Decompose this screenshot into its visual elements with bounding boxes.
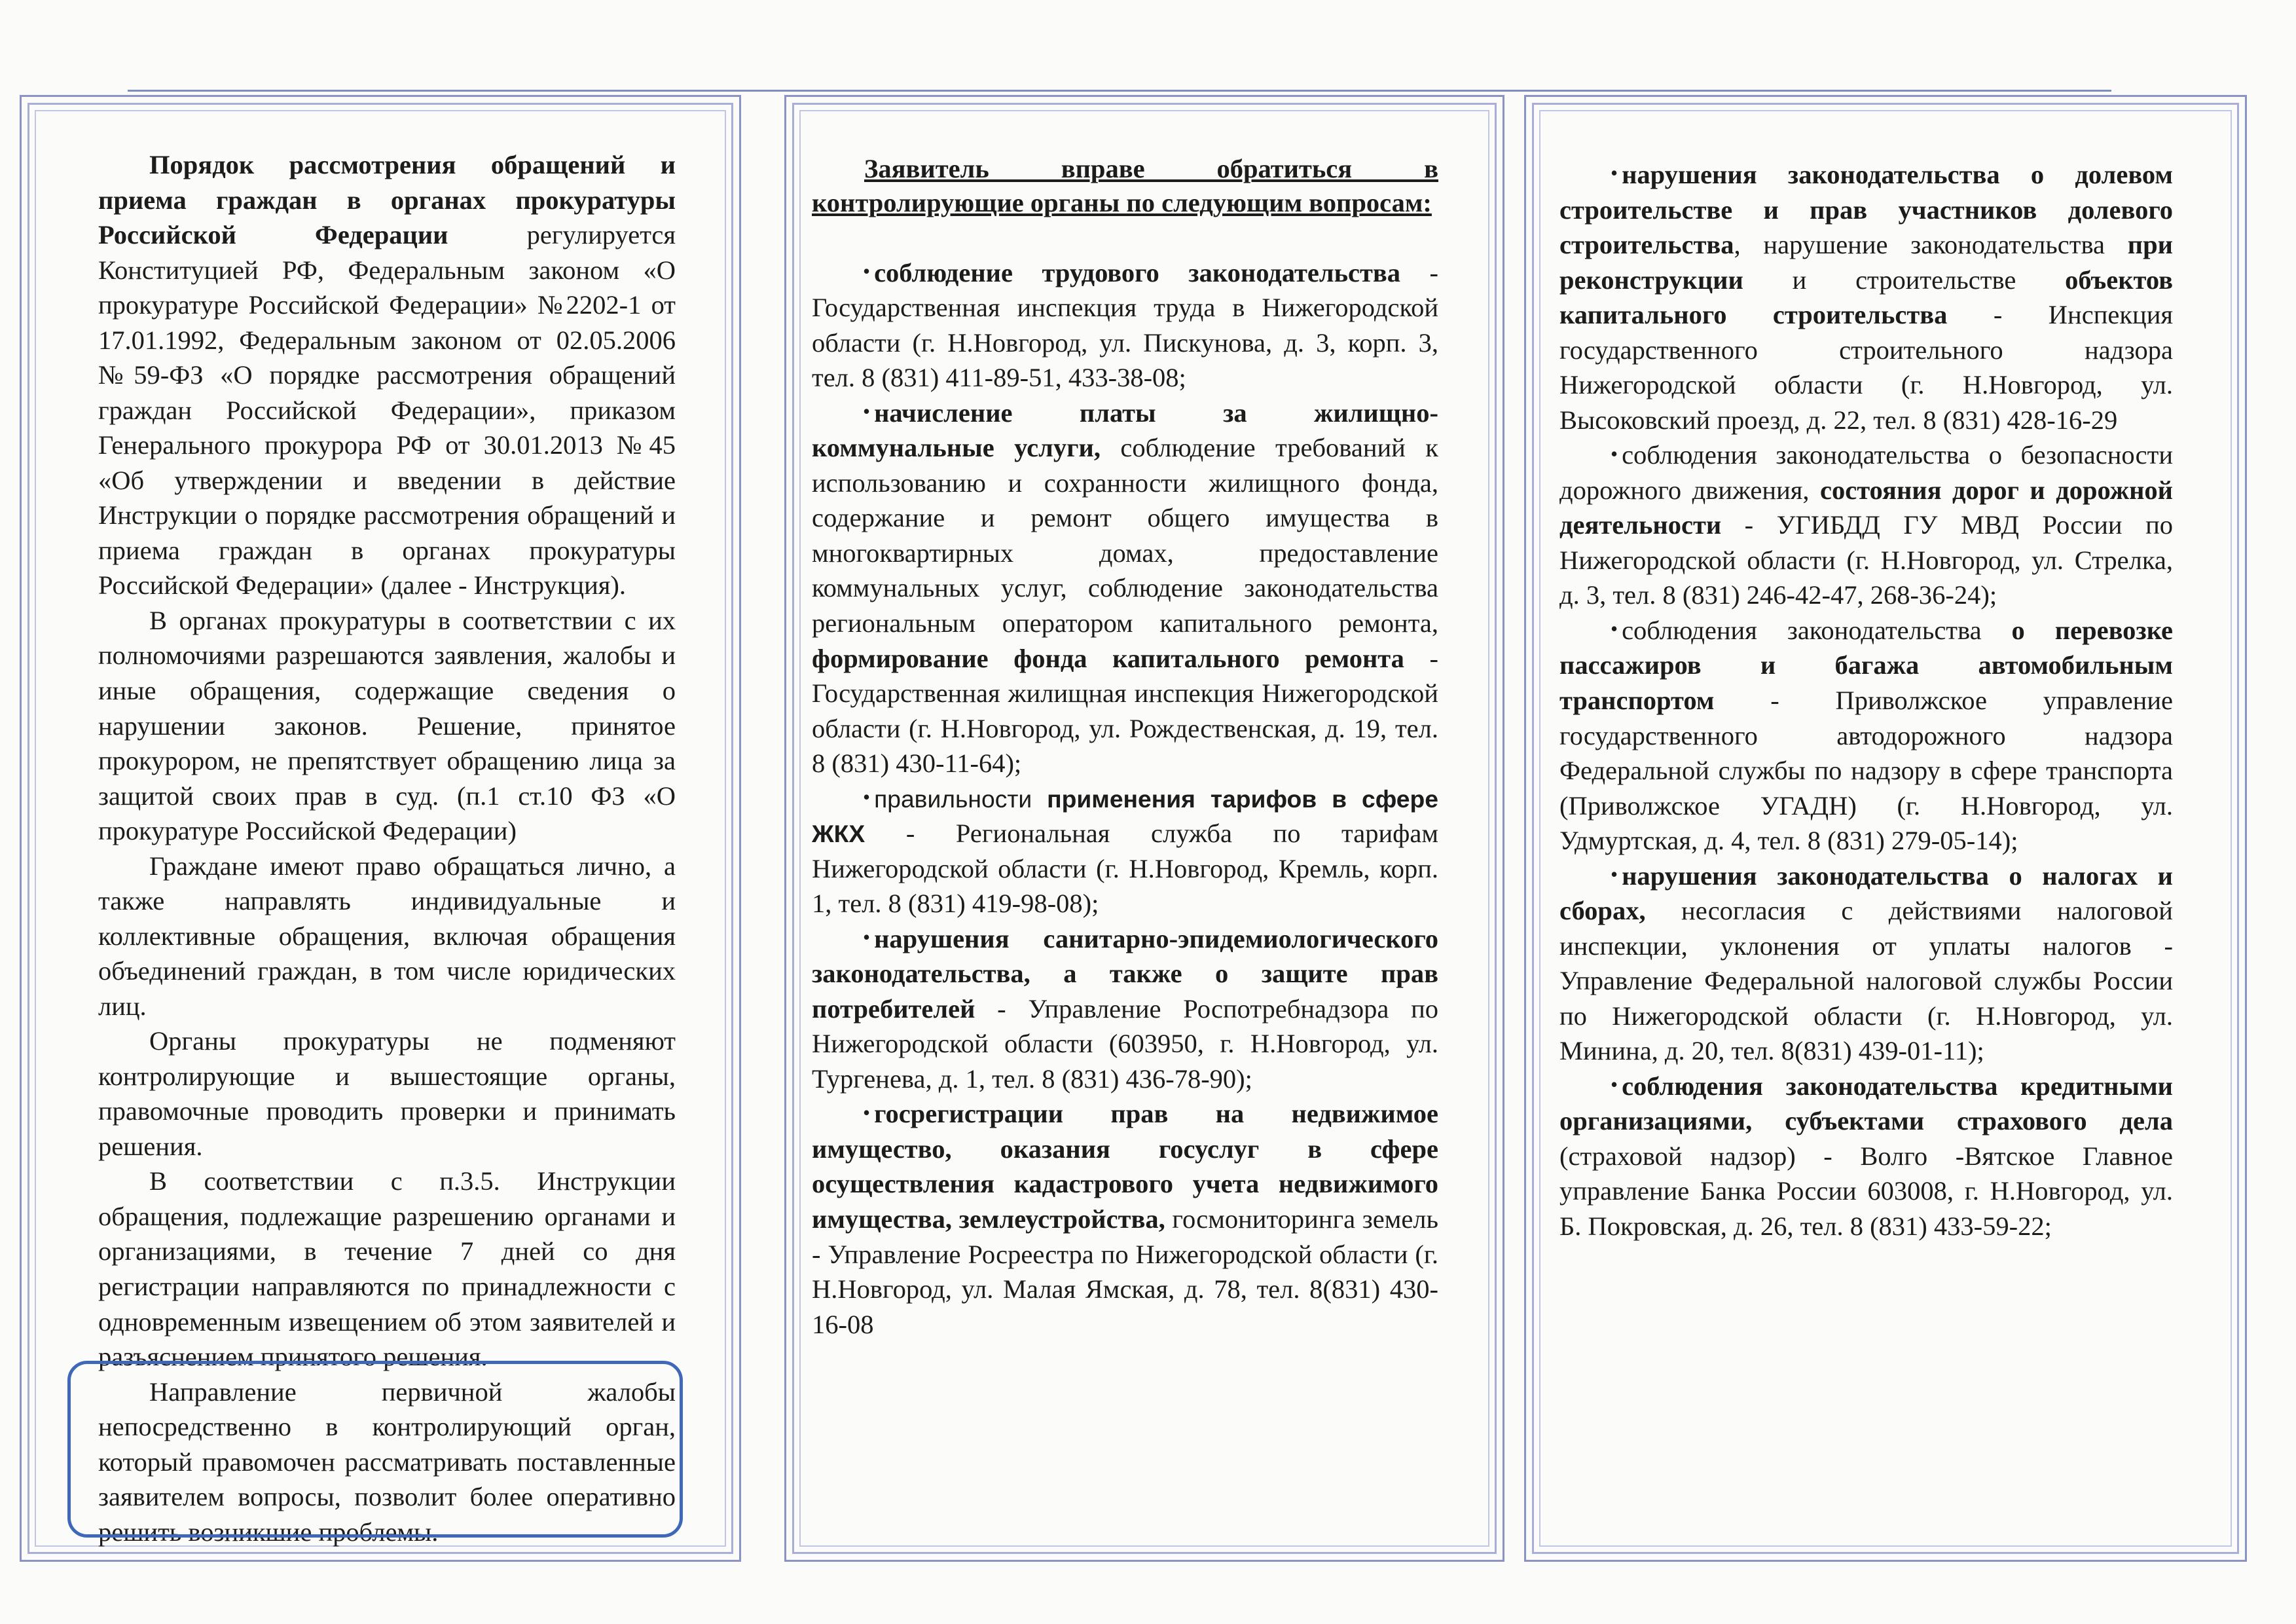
item-bold: госрегистрации прав на недвижимое имущество, оказания госуслуг в сфере осуществления кадастрового учета недвижимого имущества, землеустройства, [812, 1099, 1438, 1234]
paragraph-powers: В органах прокуратуры в соответствии с их полномочиями разрешаются заявления, жалобы и иные обращения, содержащие сведения о нарушении законов. Решение, принятое прокурором, не препятствует обращению лица за защитой своих прав в суд. (п.1 ст.10 ФЗ «О прокуратуре Российской Федерации) [98, 605, 676, 846]
list-item [1559, 157, 2173, 437]
intro-bold: Порядок рассмотрения обращений и приема граждан в органах прокуратуры Российской Федерации [98, 150, 676, 250]
list-item [812, 781, 1438, 921]
bullet-icon: • [1611, 618, 1618, 641]
section-heading: Заявитель вправе обратиться в контролирующие органы по следующим вопросам: [812, 154, 1438, 217]
bullet-icon: • [863, 400, 871, 424]
item-text: - Приволжское управление государственного автодорожного надзора Федеральной службы по надзору в сфере транспорта (Приволжское УГАДН) (г. Н.Новгород, ул. Удмуртская, д. 4, тел. 8 (831) 279-05-14); [1559, 685, 2173, 856]
item-bold: применения тарифов в сфере ЖКХ [812, 784, 1438, 848]
item-text: соблюдение требований к использованию и сохранности жилищного фонда, содержание и ремонт общего имущества в многоквартирных домах, предоставление коммунальных услуг, соблюдение законодательства региональным оператором капитального ремонта, [812, 433, 1438, 638]
item-bold: соблюдение трудового законодательства [874, 257, 1400, 287]
top-rule [128, 90, 2111, 92]
intro-text: регулируется Конституцией РФ, Федеральным законом «О прокуратуре Российской Федерации» №2202-1 от 17.01.1992, Федеральным законом от 02.05.2006 №59-ФЗ «О порядке рассмотрения обращений граждан Российской Федерации», приказом Генерального прокурора РФ от 30.01.2013 №45 «Об утверждении и введении в действие Инструкции о порядке рассмотрения обращений и приема граждан в органах прокуратуры Российской Федерации» (далее - Инструкция). [98, 220, 676, 600]
paragraph-direct-complaint: Направление первичной жалобы непосредственно в контролирующий орган, который правомочен рассматривать поставленные заявителем вопросы, позволит более оперативно решить возникшие проблемы. [98, 1376, 676, 1547]
item-bold: состояния дорог и дорожной деятельности [1559, 475, 2173, 540]
item-text: соблюдения законодательства [1622, 615, 2012, 645]
intro-paragraph [98, 147, 676, 603]
item-bold: начисление платы за жилищно-коммунальные услуги, [812, 397, 1438, 463]
item-text: - УГИБДД ГУ МВД России по Нижегородской области (г. Н.Новгород, ул. Стрелка, д. 3, тел. 8 (831) 246-42-47, 268-36-24); [1559, 510, 2173, 610]
item-bold: нарушения санитарно-эпидемиологического законодательства, а также о защите прав потребителей [812, 923, 1438, 1024]
item-text: соблюдения законодательства о безопасности дорожного движения, [1559, 440, 2173, 505]
list-item [812, 396, 1438, 781]
bullet-icon: • [1611, 442, 1618, 466]
list-item [812, 921, 1438, 1097]
item-bold: объектов капитального строительства [1559, 265, 2173, 330]
paragraph-not-replace: Органы прокуратуры не подменяют контролирующие и вышестоящие органы, правомочные проводить проверки и принимать решения. [98, 1026, 676, 1161]
item-bold: соблюдения законодательства кредитными организациями, субъектами страхового дела [1559, 1071, 2173, 1136]
stamp-box [67, 1361, 683, 1538]
item-text: - Государственная инспекция труда в Нижегородской области (г. Н.Новгород, ул. Пискунова, д. 3, корп. 3, тел. 8 (831) 411-89-51, 433-38-08; [812, 257, 1438, 393]
bullet-icon: • [863, 1101, 871, 1124]
item-text: и строительстве [1743, 265, 2066, 295]
list-item [1559, 858, 2173, 1069]
bullet-icon: • [863, 785, 871, 809]
left-column-text [98, 147, 676, 1549]
item-text: - Государственная жилищная инспекция Нижегородской области (г. Н.Новгород, ул. Рождественская, д. 19, тел. 8 (831) 430-11-64); [812, 643, 1438, 779]
list-item [1559, 1069, 2173, 1244]
item-text: (страховой надзор) - Волго -Вятское Главное управление Банка России 603008, г. Н.Новгород, ул. Б. Покровская, д. 26, тел. 8 (831) 433-59-22; [1559, 1141, 2173, 1241]
right-column-text [1559, 157, 2173, 1244]
list-item [1559, 613, 2173, 858]
item-text: - Инспекция государственного строительного надзора Нижегородской области (г. Н.Новгород, ул. Высоковский проезд, д. 22, тел. 8 (831) 428-16-29 [1559, 300, 2173, 435]
item-bold: при реконструкции [1559, 230, 2173, 295]
list-item [1559, 437, 2173, 613]
item-bold: о перевозке пассажиров и багажа автомобильным транспортом [1559, 615, 2173, 715]
item-text: - Региональная служба по тарифам Нижегородской области (г. Н.Новгород, Кремль, корп. 1, тел. 8 (831) 419-98-08); [812, 819, 1438, 919]
bullet-icon: • [1611, 1073, 1618, 1097]
item-text: - Управление Роспотребнадзора по Нижегородской области (603950, г. Н.Новгород, ул. Тургенева, д. 1, тел. 8 (831) 436-78-90); [812, 993, 1438, 1094]
paragraph-instruction: В соответствии с п.3.5. Инструкции обращения, подлежащие разрешению органами и организациями, в течение 7 дней со дня регистрации направляются по принадлежности с одновременным извещением об этом заявителей и разъяснением принятого решения. [98, 1166, 676, 1372]
paragraph-citizens-rights: Граждане имеют право обращаться лично, а также направлять индивидуальные и коллективные обращения, включая обращения объединений граждан, в том числе юридических лиц. [98, 851, 676, 1021]
item-text: правильности [874, 784, 1032, 813]
item-text: госмониторинга земель - Управление Росреестра по Нижегородской области (г. Н.Новгород, ул. Малая Ямская, д. 78, тел. 8(831) 430-16-08 [812, 1204, 1438, 1339]
bullet-icon: • [1611, 862, 1618, 886]
bullet-icon: • [863, 259, 871, 283]
list-item [812, 1096, 1438, 1342]
bullet-icon: • [1611, 162, 1618, 185]
middle-column-text [812, 152, 1438, 1342]
item-bold: нарушения законодательства о налогах и сборах, [1559, 860, 2173, 926]
bullet-icon: • [863, 926, 871, 950]
item-bold: нарушения законодательства о долевом строительстве и прав участников долевого строительства [1559, 160, 2173, 260]
item-text: , нарушение законодательства [1734, 230, 2128, 260]
list-item [812, 255, 1438, 396]
item-text: несогласия с действиями налоговой инспекции, уклонения от уплаты налогов - Управление Федеральной налоговой службы России по Нижегородской области (г. Н.Новгород, ул. Минина, д. 20, тел. 8(831) 439-01-11); [1559, 896, 2173, 1066]
item-bold: формирование фонда капитального ремонта [812, 643, 1404, 673]
